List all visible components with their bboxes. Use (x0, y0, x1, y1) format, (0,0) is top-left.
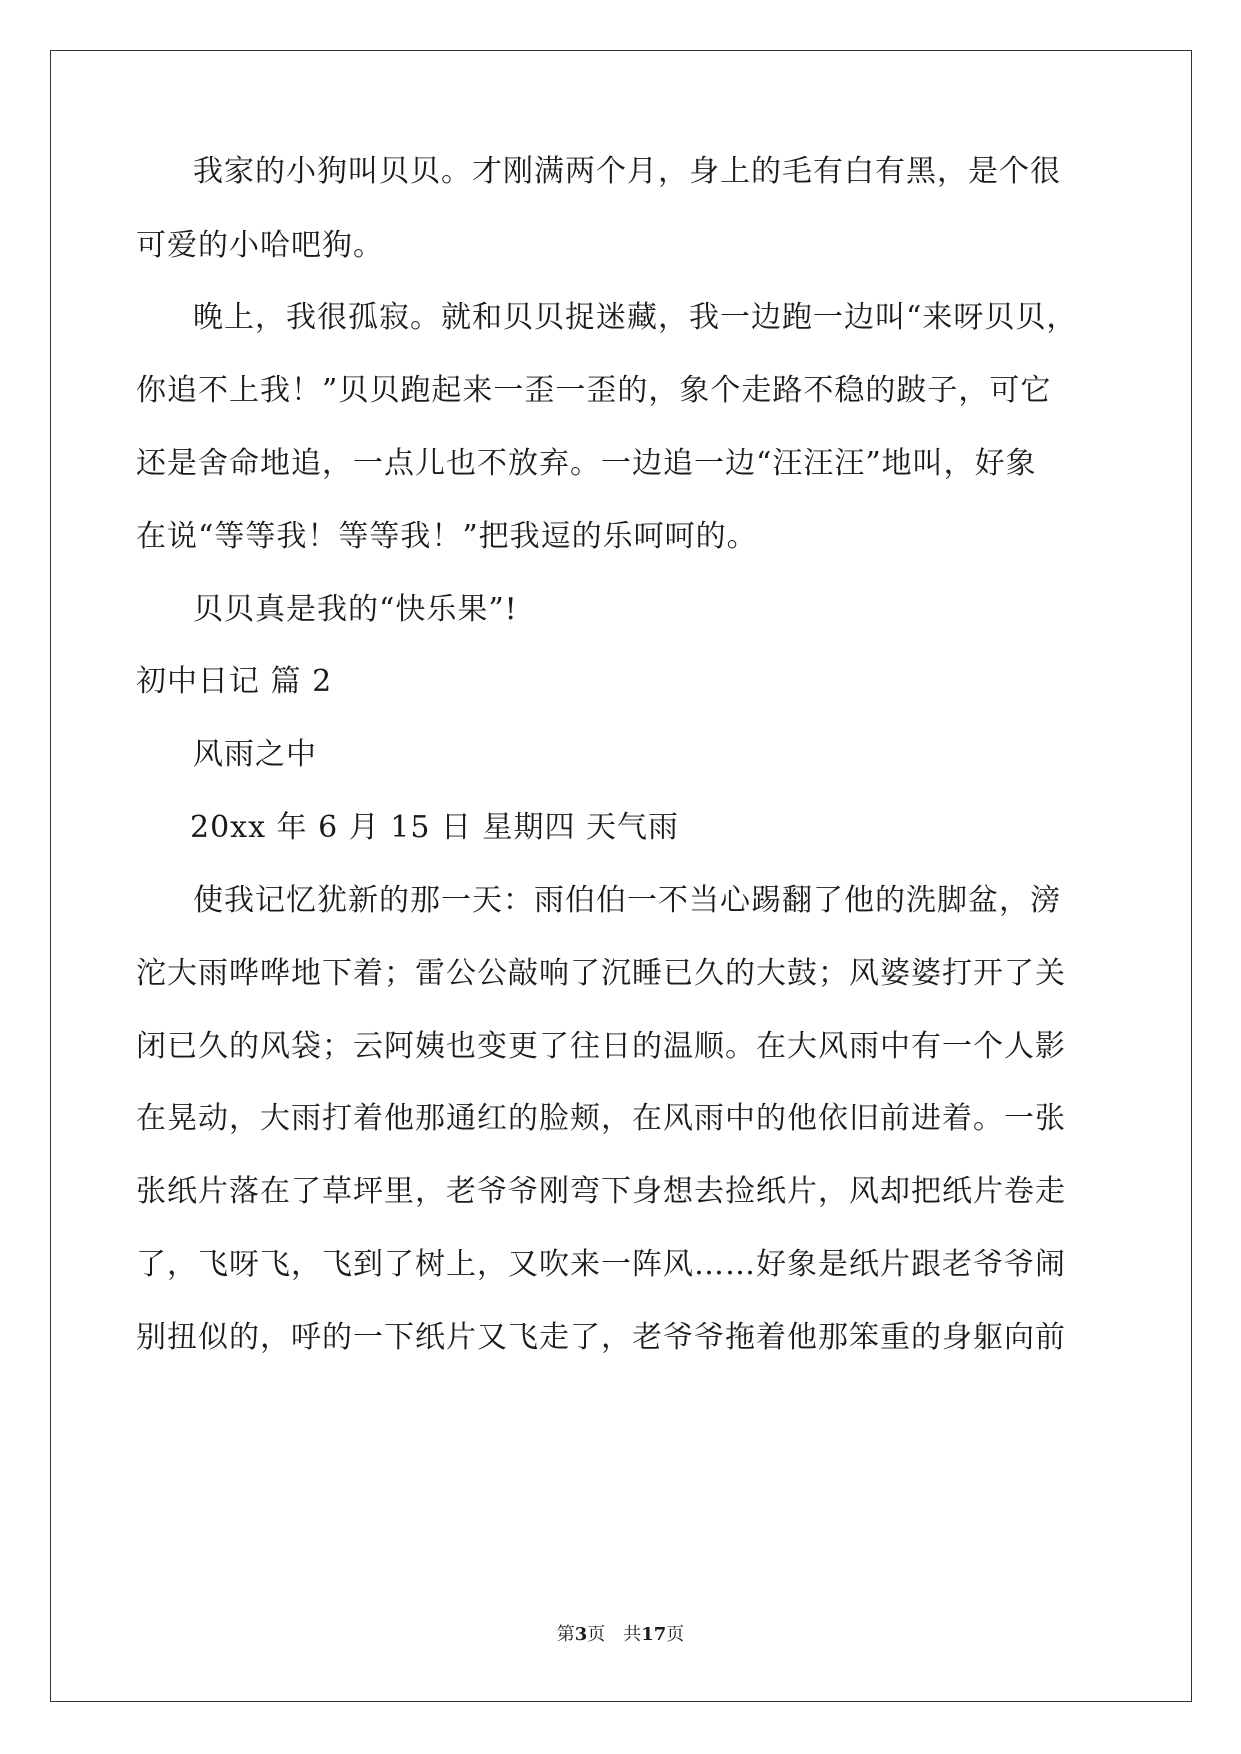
text-line: 你追不上我！”贝贝跑起来一歪一歪的，象个走路不稳的跛子，可它 (136, 373, 1052, 408)
page-prefix: 第 (556, 1624, 575, 1645)
text-line: 晚上，我很孤寂。就和贝贝捉迷藏，我一边跑一边叫“来呀贝贝， (193, 300, 1078, 335)
text-line: 我家的小狗叫贝贝。才刚满两个月，身上的毛有白有黑，是个很 (193, 154, 1061, 189)
text-line: 贝贝真是我的“快乐果”! (193, 592, 518, 627)
total-prefix: 共 (623, 1624, 642, 1645)
total-suffix: 页 (666, 1624, 685, 1645)
text-line: 别扭似的，呼的一下纸片又飞走了，老爷爷拖着他那笨重的身躯向前 (136, 1320, 1066, 1355)
text-line: 在说“等等我！等等我！”把我逗的乐呵呵的。 (136, 519, 758, 554)
section-heading: 初中日记 篇 2 (136, 664, 333, 699)
text-line: 沱大雨哗哗地下着；雷公公敲响了沉睡已久的大鼓；风婆婆打开了关 (136, 956, 1066, 991)
text-line: 张纸片落在了草坪里，老爷爷刚弯下身想去捡纸片，风却把纸片卷走 (136, 1174, 1066, 1209)
page-footer (0, 1623, 1241, 1647)
text-line: 可爱的小哈吧狗。 (136, 228, 384, 263)
page-suffix: 页 (587, 1624, 606, 1645)
page-number: 3 (574, 1624, 588, 1645)
text-line: 了，飞呀飞，飞到了树上，又吹来一阵风……好象是纸片跟老爷爷闹 (136, 1247, 1066, 1282)
diary-date: 20xx 年 6 月 15 日 星期四 天气雨 (190, 810, 680, 845)
text-line: 使我记忆犹新的那一天：雨伯伯一不当心踢翻了他的洗脚盆，滂 (193, 883, 1061, 918)
total-pages: 17 (641, 1624, 667, 1645)
text-line: 还是舍命地追，一点儿也不放弃。一边追一边“汪汪汪”地叫，好象 (136, 446, 1037, 481)
text-line: 闭已久的风袋；云阿姨也变更了往日的温顺。在大风雨中有一个人影 (136, 1029, 1066, 1064)
text-line: 在晃动，大雨打着他那通红的脸颊，在风雨中的他依旧前进着。一张 (136, 1101, 1066, 1136)
diary-title: 风雨之中 (193, 737, 317, 772)
